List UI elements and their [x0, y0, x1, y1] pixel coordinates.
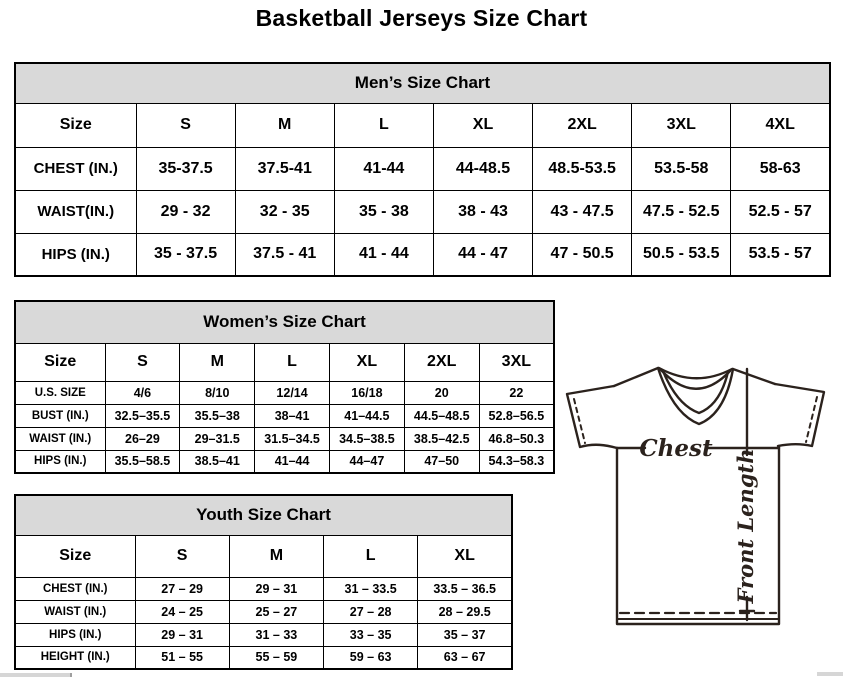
womens-column-header: 2XL — [404, 343, 479, 381]
youth-column-header: Size — [15, 535, 135, 577]
jersey-left-shoulder-seam — [614, 368, 658, 386]
womens-table-cell: 35.5–58.5 — [105, 450, 180, 473]
mens-table-cell: 53.5 - 57 — [731, 233, 830, 276]
womens-table-cell: 41–44 — [255, 450, 330, 473]
youth-table-cell: 55 – 59 — [229, 646, 323, 669]
youth-table-row — [15, 577, 512, 600]
jersey-collar-back-curve-outer — [659, 368, 732, 378]
youth-table-cell: 28 – 29.5 — [418, 600, 512, 623]
womens-table-cell: 54.3–58.3 — [479, 450, 554, 473]
womens-caption-row — [15, 301, 554, 343]
youth-column-header: S — [135, 535, 229, 577]
jersey-right-shoulder-seam — [733, 369, 775, 384]
mens-table-cell: 32 - 35 — [235, 190, 334, 233]
youth-row-label: WAIST (IN.) — [15, 600, 135, 623]
womens-table-cell: 44–47 — [329, 450, 404, 473]
youth-table-cell: 59 – 63 — [324, 646, 418, 669]
mens-table-cell: 37.5-41 — [235, 147, 334, 190]
mens-column-header: S — [136, 103, 235, 147]
youth-table-cell: 31 – 33.5 — [324, 577, 418, 600]
jersey-left-sleeve — [567, 386, 617, 448]
mens-table-cell: 53.5-58 — [632, 147, 731, 190]
youth-table-row — [15, 646, 512, 669]
womens-table-cell: 34.5–38.5 — [329, 427, 404, 450]
mens-column-header: L — [334, 103, 433, 147]
mens-table-cell: 41-44 — [334, 147, 433, 190]
womens-table-cell: 22 — [479, 381, 554, 404]
mens-table-cell: 52.5 - 57 — [731, 190, 830, 233]
mens-column-header: XL — [433, 103, 532, 147]
youth-size-chart-table — [14, 494, 513, 670]
mens-table-cell: 58-63 — [731, 147, 830, 190]
youth-table-cell: 51 – 55 — [135, 646, 229, 669]
womens-table-cell: 44.5–48.5 — [404, 404, 479, 427]
womens-table-cell: 26–29 — [105, 427, 180, 450]
womens-table-row — [15, 427, 554, 450]
youth-table-row — [15, 623, 512, 646]
mens-table-row — [15, 190, 830, 233]
mens-table-cell: 37.5 - 41 — [235, 233, 334, 276]
youth-row-label: HEIGHT (IN.) — [15, 646, 135, 669]
mens-row-label: HIPS (IN.) — [15, 233, 136, 276]
youth-table-cell: 27 – 29 — [135, 577, 229, 600]
mens-column-header: 3XL — [632, 103, 731, 147]
womens-table-cell: 16/18 — [329, 381, 404, 404]
mens-size-chart-table — [14, 62, 831, 277]
mens-column-header: 2XL — [533, 103, 632, 147]
womens-row-label: BUST (IN.) — [15, 404, 105, 427]
womens-column-header: L — [255, 343, 330, 381]
mens-table-cell: 35-37.5 — [136, 147, 235, 190]
womens-table-cell: 29–31.5 — [180, 427, 255, 450]
mens-table-cell: 35 - 38 — [334, 190, 433, 233]
youth-table-cell: 63 – 67 — [418, 646, 512, 669]
mens-row-label: CHEST (IN.) — [15, 147, 136, 190]
youth-table-cell: 33 – 35 — [324, 623, 418, 646]
womens-table-cell: 38–41 — [255, 404, 330, 427]
youth-column-header: M — [229, 535, 323, 577]
youth-header-row — [15, 535, 512, 577]
mens-header-row — [15, 103, 830, 147]
womens-row-label: U.S. SIZE — [15, 381, 105, 404]
womens-table-cell: 32.5–35.5 — [105, 404, 180, 427]
youth-table-cell: 31 – 33 — [229, 623, 323, 646]
youth-table-cell: 25 – 27 — [229, 600, 323, 623]
womens-column-header: Size — [15, 343, 105, 381]
page-title: Basketball Jerseys Size Chart — [255, 5, 588, 31]
mens-table-row — [15, 147, 830, 190]
scrollbar-fragment-right[interactable] — [817, 672, 843, 676]
mens-table-cell: 47.5 - 52.5 — [632, 190, 731, 233]
mens-chart-title: Men’s Size Chart — [15, 63, 830, 103]
youth-row-label: CHEST (IN.) — [15, 577, 135, 600]
womens-size-chart-table — [14, 300, 555, 474]
womens-table-cell: 20 — [404, 381, 479, 404]
scrollbar-fragment-left[interactable] — [0, 673, 72, 677]
jersey-left-cuff-stitch-line — [574, 399, 585, 443]
mens-table-cell: 29 - 32 — [136, 190, 235, 233]
womens-table-row — [15, 404, 554, 427]
mens-table-cell: 43 - 47.5 — [533, 190, 632, 233]
youth-row-label: HIPS (IN.) — [15, 623, 135, 646]
jersey-right-sleeve — [775, 384, 824, 446]
mens-table-cell: 38 - 43 — [433, 190, 532, 233]
mens-table-cell: 44-48.5 — [433, 147, 532, 190]
womens-table-cell: 38.5–42.5 — [404, 427, 479, 450]
youth-caption-row — [15, 495, 512, 535]
youth-table-cell: 33.5 – 36.5 — [418, 577, 512, 600]
womens-row-label: HIPS (IN.) — [15, 450, 105, 473]
youth-table-cell: 29 – 31 — [135, 623, 229, 646]
womens-row-label: WAIST (IN.) — [15, 427, 105, 450]
womens-column-header: 3XL — [479, 343, 554, 381]
womens-column-header: XL — [329, 343, 404, 381]
mens-table-cell: 48.5-53.5 — [533, 147, 632, 190]
womens-column-header: M — [180, 343, 255, 381]
jersey-measurement-diagram — [556, 358, 842, 630]
mens-table-cell: 50.5 - 53.5 — [632, 233, 731, 276]
youth-column-header: L — [324, 535, 418, 577]
youth-table-cell: 29 – 31 — [229, 577, 323, 600]
womens-table-cell: 35.5–38 — [180, 404, 255, 427]
womens-table-row — [15, 450, 554, 473]
womens-table-cell: 52.8–56.5 — [479, 404, 554, 427]
youth-table-cell: 24 – 25 — [135, 600, 229, 623]
mens-table-row — [15, 233, 830, 276]
mens-column-header: 4XL — [731, 103, 830, 147]
womens-table-cell: 38.5–41 — [180, 450, 255, 473]
mens-column-header: M — [235, 103, 334, 147]
mens-table-cell: 41 - 44 — [334, 233, 433, 276]
womens-chart-title: Women’s Size Chart — [15, 301, 554, 343]
womens-column-header: S — [105, 343, 180, 381]
womens-table-row — [15, 381, 554, 404]
mens-table-cell: 44 - 47 — [433, 233, 532, 276]
womens-table-cell: 46.8–50.3 — [479, 427, 554, 450]
mens-column-header: Size — [15, 103, 136, 147]
mens-table-cell: 35 - 37.5 — [136, 233, 235, 276]
womens-table-cell: 31.5–34.5 — [255, 427, 330, 450]
womens-header-row — [15, 343, 554, 381]
youth-chart-title: Youth Size Chart — [15, 495, 512, 535]
womens-table-cell: 41–44.5 — [329, 404, 404, 427]
womens-table-cell: 12/14 — [255, 381, 330, 404]
chest-label: Chest — [639, 435, 713, 462]
mens-caption-row — [15, 63, 830, 103]
mens-row-label: WAIST(IN.) — [15, 190, 136, 233]
youth-column-header: XL — [418, 535, 512, 577]
womens-table-cell: 47–50 — [404, 450, 479, 473]
womens-table-cell: 4/6 — [105, 381, 180, 404]
womens-table-cell: 8/10 — [180, 381, 255, 404]
youth-table-cell: 35 – 37 — [418, 623, 512, 646]
front-length-label: Front Length — [733, 448, 758, 604]
mens-table-cell: 47 - 50.5 — [533, 233, 632, 276]
youth-table-cell: 27 – 28 — [324, 600, 418, 623]
youth-table-row — [15, 600, 512, 623]
